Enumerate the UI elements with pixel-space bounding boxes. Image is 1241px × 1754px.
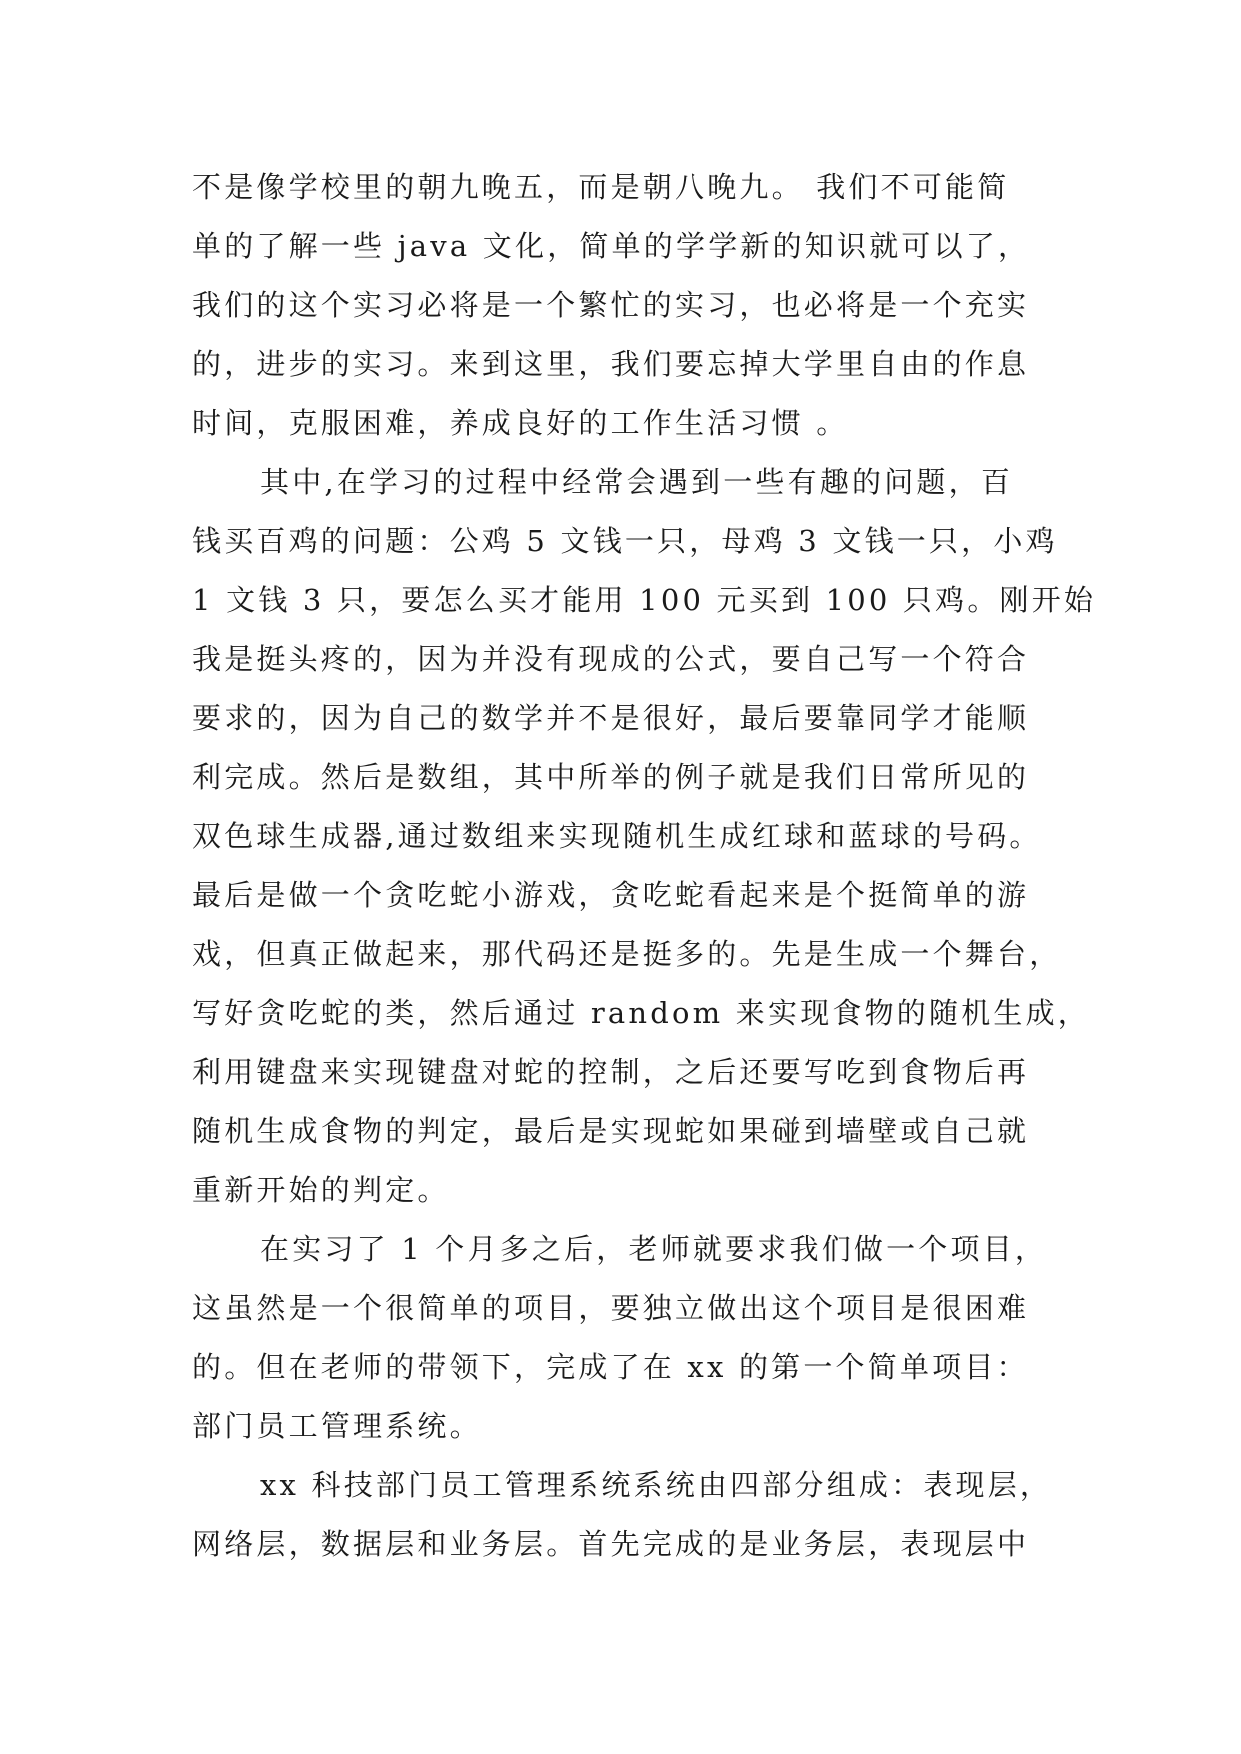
text-line: 的。但在老师的带领下，完成了在 xx 的第一个简单项目： (192, 1350, 1029, 1384)
text-line: 重新开始的判定。 (192, 1173, 450, 1207)
text-line: 利完成。然后是数组，其中所举的例子就是我们日常所见的 (192, 760, 1030, 794)
text-line: 不是像学校里的朝九晚五，而是朝八晚九。 我们不可能简 (192, 170, 1010, 204)
text-line: 最后是做一个贪吃蛇小游戏，贪吃蛇看起来是个挺简单的游 (192, 878, 1030, 912)
text-line: 双色球生成器,通过数组来实现随机生成红球和蓝球的号码。 (192, 819, 1042, 853)
text-line: 要求的，因为自己的数学并不是很好，最后要靠同学才能顺 (192, 701, 1030, 735)
text-line: 这虽然是一个很简单的项目，要独立做出这个项目是很困难 (192, 1291, 1030, 1325)
text-line: 我是挺头疼的，因为并没有现成的公式，要自己写一个符合 (192, 642, 1030, 676)
text-line: 在实习了 1 个月多之后，老师就要求我们做一个项目， (260, 1232, 1048, 1266)
text-line: 网络层，数据层和业务层。首先完成的是业务层，表现层中 (192, 1527, 1030, 1561)
text-line: xx 科技部门员工管理系统系统由四部分组成：表现层， (260, 1468, 1053, 1502)
text-line: 写好贪吃蛇的类，然后通过 random 来实现食物的随机生成， (192, 996, 1090, 1030)
text-line: 我们的这个实习必将是一个繁忙的实习，也必将是一个充实 (192, 288, 1030, 322)
text-line: 部门员工管理系统。 (192, 1409, 482, 1443)
text-line: 钱买百鸡的问题：公鸡 5 文钱一只，母鸡 3 文钱一只，小鸡 (192, 524, 1058, 558)
text-line: 利用键盘来实现键盘对蛇的控制，之后还要写吃到食物后再 (192, 1055, 1030, 1089)
text-line: 戏，但真正做起来，那代码还是挺多的。先是生成一个舞台， (192, 937, 1062, 971)
text-line: 单的了解一些 java 文化，简单的学学新的知识就可以了， (192, 229, 1031, 263)
paragraph-2 (192, 453, 1097, 1220)
paragraph-1 (192, 158, 1072, 453)
text-line: 随机生成食物的判定，最后是实现蛇如果碰到墙壁或自己就 (192, 1114, 1030, 1148)
text-line: 1 文钱 3 只，要怎么买才能用 100 元买到 100 只鸡。刚开始 (192, 583, 1097, 617)
text-line: 时间，克服困难，养成良好的工作生活习惯 。 (192, 406, 849, 440)
paragraph-3 (192, 1220, 1072, 1456)
paragraph-4 (192, 1456, 1072, 1574)
text-line: 的，进步的实习。来到这里，我们要忘掉大学里自由的作息 (192, 347, 1030, 381)
body-text (192, 158, 1097, 1574)
text-line: 其中,在学习的过程中经常会遇到一些有趣的问题，百 (260, 465, 1014, 499)
